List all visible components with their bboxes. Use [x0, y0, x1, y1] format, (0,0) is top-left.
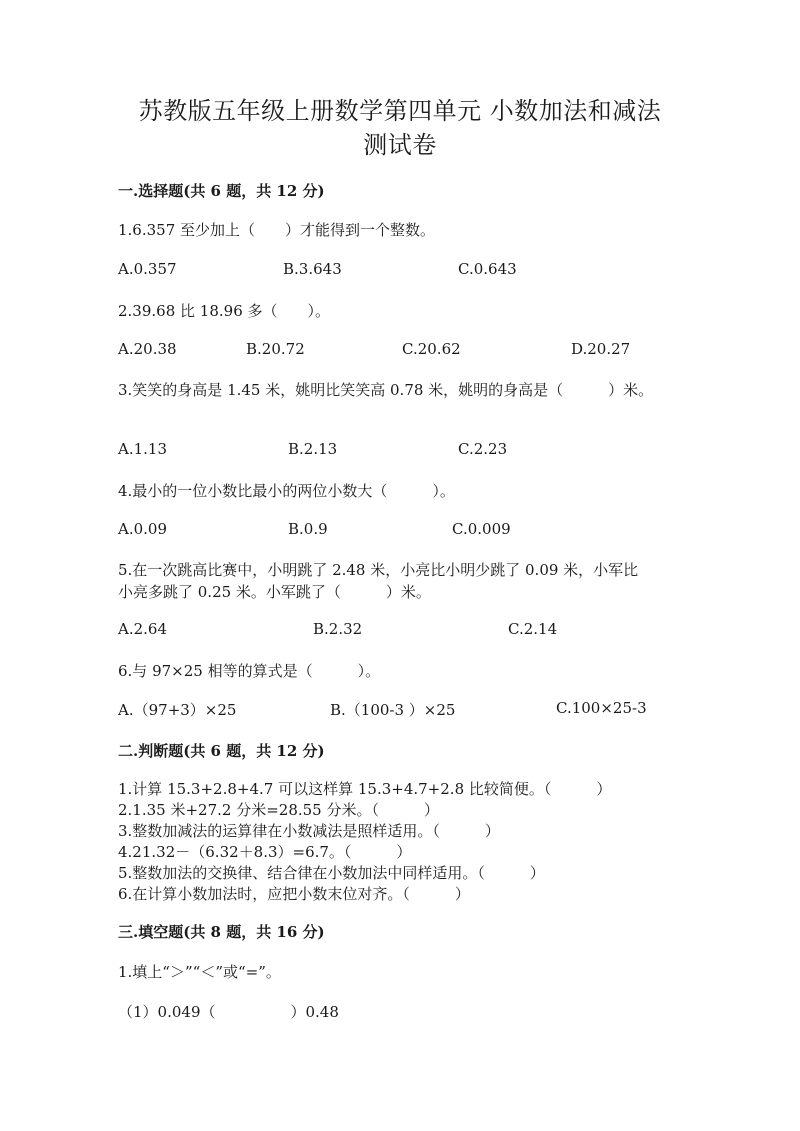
- option-2a: A.20.38: [118, 340, 177, 358]
- judgment-item-6: 6.在计算小数加法时，应把小数末位对齐。（ ）: [118, 885, 470, 903]
- option-6c: C.100×25-3: [556, 699, 647, 717]
- section-heading-fill: 三.填空题(共 8 题，共 16 分): [118, 923, 325, 941]
- option-3b: B.2.13: [288, 440, 338, 458]
- option-6b: B.（100-3 ）×25: [330, 701, 456, 719]
- option-5b: B.2.32: [313, 620, 363, 638]
- question-2: 2.39.68 比 18.96 多（ ）。: [118, 302, 331, 320]
- question-5: 5.在一次跳高比赛中，小明跳了 2.48 米，小亮比小明少跳了 0.09 米，小军比: [118, 561, 639, 579]
- section-heading-judgment: 二.判断题(共 6 题，共 12 分): [118, 742, 325, 760]
- judgment-item-1: 1.计算 15.3+2.8+4.7 可以这样算 15.3+4.7+2.8 比较简便。（ ）: [118, 780, 612, 798]
- page-title-line2: 测试卷: [363, 131, 437, 159]
- option-6a: A.（97+3）×25: [118, 701, 237, 719]
- question-6: 6.与 97×25 相等的算式是（ ）。: [118, 662, 381, 680]
- option-3a: A.1.13: [118, 440, 167, 458]
- judgment-item-5: 5.整数加法的交换律、结合律在小数加法中同样适用。（ ）: [118, 864, 545, 882]
- option-2b: B.20.72: [246, 340, 305, 358]
- option-1c: C.0.643: [458, 260, 517, 278]
- page-title: 苏教版五年级上册数学第四单元 小数加法和减法: [138, 97, 662, 125]
- fill-question-1: 1.填上“＞”“＜”或“=”。: [118, 963, 281, 981]
- option-5a: A.2.64: [118, 620, 167, 638]
- option-4c: C.0.009: [452, 520, 511, 538]
- option-4a: A.0.09: [118, 520, 167, 538]
- option-5c: C.2.14: [508, 620, 558, 638]
- option-3c: C.2.23: [458, 440, 508, 458]
- judgment-item-4: 4.21.32－（6.32＋8.3）=6.7。（ ）: [118, 843, 412, 861]
- question-1: 1.6.357 至少加上（ ）才能得到一个整数。: [118, 221, 436, 239]
- question-5-line2: 小亮多跳了 0.25 米。小军跳了（ ）米。: [118, 583, 431, 601]
- option-1a: A.0.357: [118, 260, 177, 278]
- section-heading-choice: 一.选择题(共 6 题，共 12 分): [118, 182, 325, 200]
- judgment-item-3: 3.整数加减法的运算律在小数减法是照样适用。（ ）: [118, 822, 500, 840]
- question-4: 4.最小的一位小数比最小的两位小数大（ ）。: [118, 482, 455, 500]
- question-3: 3.笑笑的身高是 1.45 米，姚明比笑笑高 0.78 米，姚明的身高是（ ）米。: [118, 381, 654, 399]
- fill-question-1-sub1: （1）0.049（ ）0.48: [118, 1003, 339, 1021]
- option-4b: B.0.9: [288, 520, 328, 538]
- option-1b: B.3.643: [283, 260, 342, 278]
- judgment-item-2: 2.1.35 米+27.2 分米=28.55 分米。（ ）: [118, 801, 439, 819]
- option-2d: D.20.27: [571, 340, 631, 358]
- option-2c: C.20.62: [402, 340, 461, 358]
